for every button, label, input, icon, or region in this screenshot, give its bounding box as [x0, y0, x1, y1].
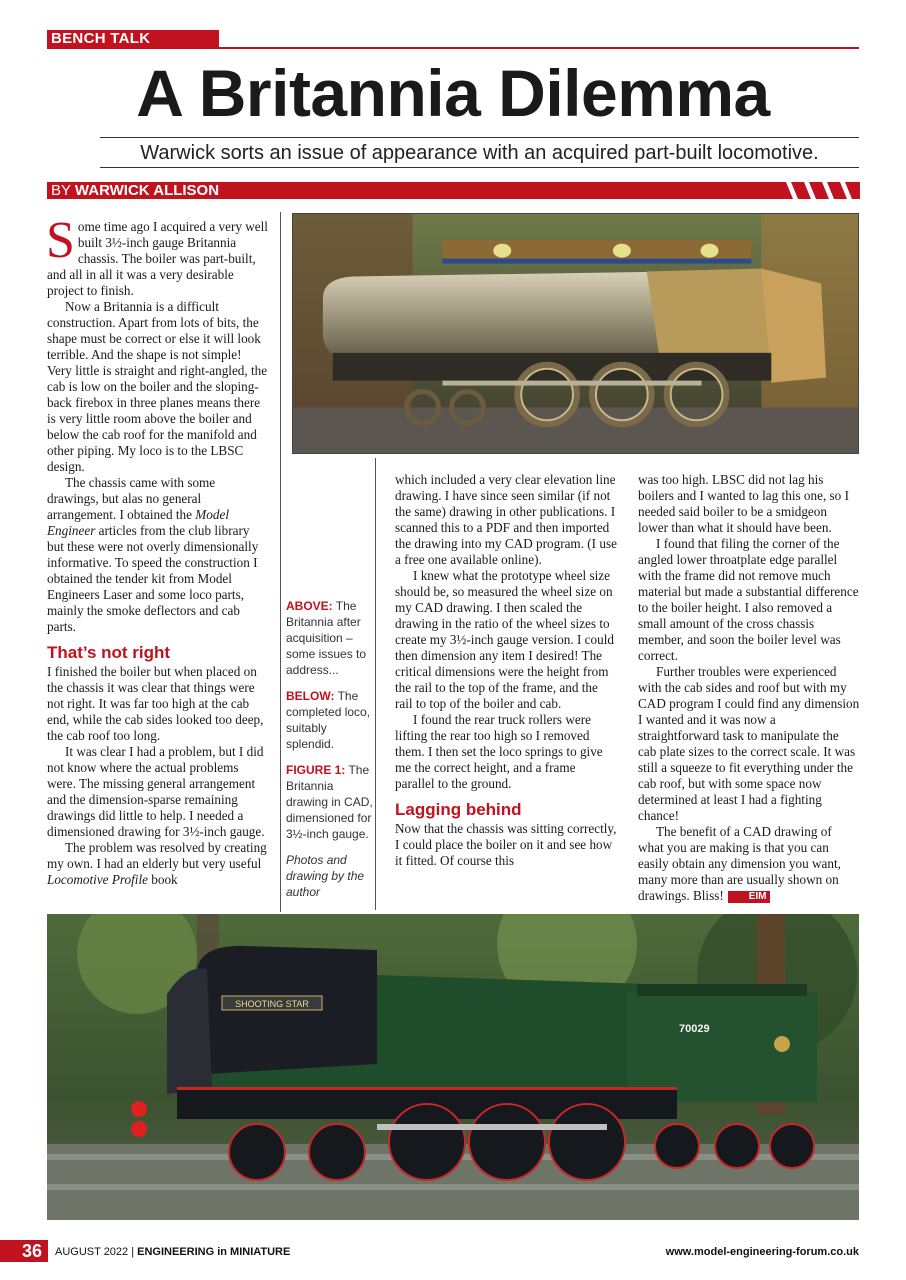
- photo-captions: [286, 598, 376, 910]
- caption-text: The Britannia drawing in CAD, dimensioned for 3½-inch gauge.: [286, 763, 373, 841]
- paragraph: [47, 840, 269, 888]
- footer-magazine-name: ENGINEERING in MINIATURE: [137, 1246, 291, 1258]
- article-title: A Britannia Dilemma: [136, 56, 770, 130]
- loco-number-text: 70029: [679, 1023, 710, 1035]
- section-heading: That’s not right: [47, 643, 171, 662]
- column-divider: [375, 458, 376, 910]
- paragraph: was too high. LBSC did not lag his boilers and I wanted to lag this one, so I needed said boiler to be a smidgeon lower than what it should have been.: [638, 472, 849, 535]
- article-column-3: [395, 472, 617, 869]
- caption-label: ABOVE:: [286, 599, 333, 613]
- section-tag: BENCH TALK: [47, 30, 219, 48]
- standfirst: Warwick sorts an issue of appearance with an acquired part-built locomotive.: [140, 142, 819, 164]
- paragraph-text: The benefit of a CAD drawing of what you are making is that you can easily obtain any dimension you want, many more than are usually shown on drawings. Bliss!: [638, 824, 841, 903]
- footer-issue: [55, 1245, 290, 1259]
- paragraph: It was clear I had a problem, but I did not know where the actual problems were. The missing general arrangement and the dimension-sparse remaining drawings did little to help. I needed a dimensioned drawing for 3½-inch gauge.: [47, 744, 265, 839]
- publication-title: Locomotive Profile: [47, 872, 148, 887]
- paragraph: I found the rear truck rollers were lifting the rear too high so I removed them. I then set the loco springs to give me the correct height, and a frame parallel to the ground.: [395, 712, 603, 791]
- byline-author: WARWICK ALLISON: [74, 182, 220, 199]
- page-number: 36: [22, 1241, 43, 1261]
- photo-part-built-locomotive: [292, 213, 859, 454]
- caption-text: The completed loco, suitably splendid.: [286, 689, 371, 751]
- publication-title: Model Engineer: [47, 507, 229, 538]
- caption-label: FIGURE 1:: [286, 763, 346, 777]
- byline: [51, 182, 219, 199]
- paragraph: Now a Britannia is a difficult construction. Apart from lots of bits, the shape must be correct or else it will look terrible. And the shape is not simple! Very little is straight and right-angled, the cab is low on the boiler and the sloping-back firebox in three planes means there is very little room above the boiler and below the cab roof for the manifold and other piping. My loco is to the LBSC design.: [47, 299, 268, 474]
- footer-website: www.model-engineering-forum.co.uk: [665, 1246, 859, 1258]
- paragraph-text: ome time ago I acquired a very well built 3½-inch gauge Britannia chassis. The boiler was part-built, and all in all it was a very desirable project to finish.: [47, 219, 268, 298]
- credit-text: Photos and drawing by the author: [286, 853, 365, 899]
- column-divider: [280, 212, 281, 912]
- caption-above: [286, 598, 376, 678]
- byline-stripes-decoration: [780, 182, 860, 199]
- nameplate-text: SHOOTING STAR: [235, 999, 309, 1009]
- byline-prefix: BY: [51, 182, 75, 199]
- paragraph: [638, 824, 860, 904]
- paragraph-text: articles from the club library but these were not overly dimensionally informative. To speed the construction I obtained the tender kit from Model Engineers Laser and some loco parts, mainly the smoke deflectors and cab parts.: [47, 523, 259, 634]
- article-column-4: [638, 472, 860, 904]
- caption-figure-1: [286, 762, 376, 842]
- paragraph: I finished the boiler but when placed on the chassis it was clear that things were not right. It was far too high at the cab end, while the cab sides looked too deep, the cab roof too long.: [47, 664, 264, 743]
- photo-credit: [286, 852, 376, 900]
- paragraph: Now that the chassis was sitting correctly, I could place the boiler on it and see how it fitted. Of course this: [395, 821, 617, 868]
- standfirst-rule-bottom: [100, 167, 859, 168]
- bR-emblem: [774, 1036, 790, 1052]
- title-rule: [47, 47, 859, 49]
- footer-issue-date: AUGUST 2022 |: [55, 1246, 138, 1258]
- caption-below: [286, 688, 376, 752]
- photo-completed-locomotive: [47, 914, 859, 1220]
- paragraph: Further troubles were experienced with the cab sides and roof but with my CAD program I could find any dimension I wanted and it was now a straightforward task to manipulate the cab plate sizes to the correct scale. It was still a squeeze to fit everything under the cab roof, but with some space now determined at least I had a fighting chance!: [638, 664, 860, 823]
- drop-cap: S: [46, 212, 75, 269]
- paragraph-text: book: [147, 872, 178, 887]
- paragraph-text: The chassis came with some drawings, but alas no general arrangement. I obtained the: [47, 475, 216, 522]
- standfirst-rule-top: [100, 137, 859, 138]
- paragraph: [46, 212, 269, 299]
- end-mark-logo: EIM: [728, 891, 770, 903]
- section-heading: Lagging behind: [395, 800, 522, 819]
- caption-label: BELOW:: [286, 689, 335, 703]
- paragraph-text: The problem was resolved by creating my own. I had an elderly but very useful: [47, 840, 267, 871]
- paragraph: I found that filing the corner of the angled lower throatplate edge parallel with the frame did not remove much material but made a substantial difference to the boiler height. I also removed a small amount of the cross chassis member, and soon the boiler level was correct.: [638, 536, 859, 663]
- paragraph: I knew what the prototype wheel size should be, so measured the wheel size on my CAD drawing. I then scaled the drawing in the ratio of the wheel sizes to create my 3½-inch gauge version. I could then dimension any item I desired! The critical dimensions were the height from the rail to the top of the frame, and the rail to top of the boiler and cab.: [395, 568, 614, 711]
- paragraph: [47, 475, 269, 635]
- article-column-1: [46, 212, 269, 888]
- caption-text: The Britannia after acquisition – some issues to address...: [286, 599, 367, 677]
- paragraph: which included a very clear elevation line drawing. I have since seen similar (if not the same) drawing in other publications. I scanned this to a PDF and then imported the drawing into my CAD program. (I use a free one available online).: [395, 472, 617, 567]
